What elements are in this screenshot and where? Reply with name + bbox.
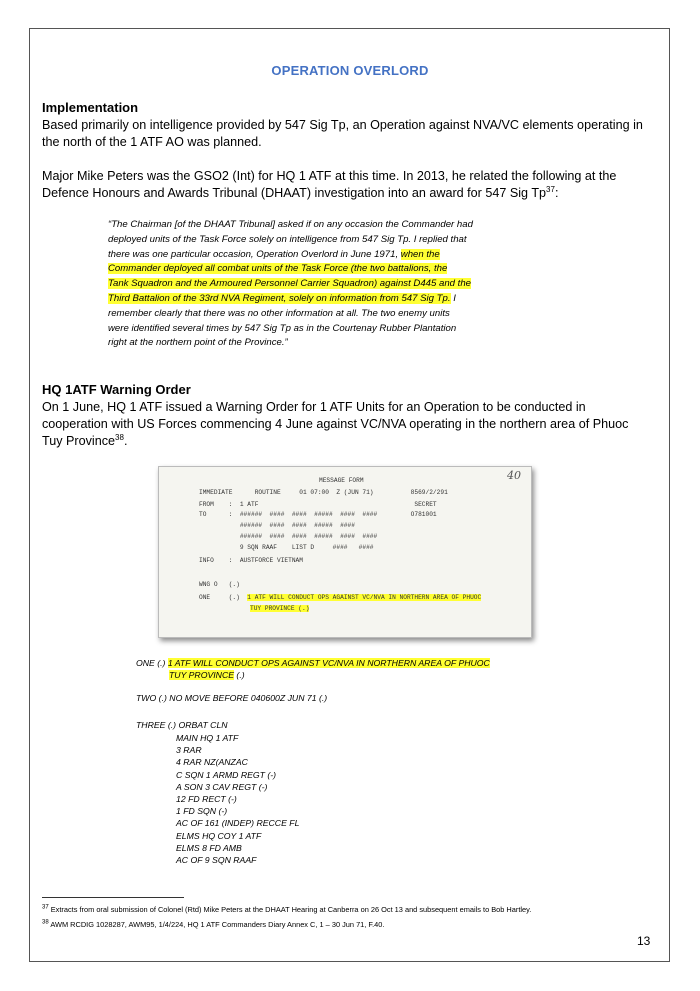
warning-order-paragraph [42, 399, 662, 450]
message-form-text: ONE (.) [199, 594, 248, 601]
message-form-highlight: TUY PROVINCE (.) [250, 605, 310, 612]
order-one-prefix: ONE (.) [136, 658, 168, 668]
footnote-37 [42, 905, 531, 914]
warning-line1: On 1 June, HQ 1 ATF issued a Warning Order for 1 ATF Units for an Operation to be conducted in [42, 400, 586, 414]
order-item-one [136, 657, 490, 681]
para2-line2-text: Defence Honours and Awards Tribunal (DHAAT) investigation into an award for 547 Sig Tp [42, 186, 547, 200]
para1-line2: the north of the 1 ATF AO was planned. [42, 135, 262, 149]
message-form-row: 9 SQN RAAF LIST D #### #### [199, 544, 374, 551]
quote-text: I [450, 292, 456, 304]
order-one-line2 [136, 669, 490, 681]
orbat-item: MAIN HQ 1 ATF [176, 733, 239, 743]
quote-line: right at the northern point of the Province.” [108, 337, 288, 349]
orbat-item: ELMS HQ COY 1 ATF [176, 830, 262, 841]
para2-line1: Major Mike Peters was the GSO2 (Int) for HQ 1 ATF at this time. In 2013, he related the following at the [42, 169, 617, 183]
handwritten-folio-number: 40 [507, 469, 521, 482]
footnote-ref-37[interactable]: 37 [546, 184, 555, 194]
quote-highlight: Tank Squadron and the Armoured Personnel Carrier Squadron) against D445 and the [108, 278, 472, 290]
quote-highlight: Third Battalion of the 33rd NVA Regiment, solely on information from 547 Sig Tp. [108, 292, 451, 304]
footnote-text: AWM RCDIG 1028287, AWM95, 1/4/224, HQ 1 ATF Commanders Diary Annex C, 1 – 30 Jun 71, F.40. [48, 920, 385, 929]
quote-line: deployed units of the Task Force solely on intelligence from 547 Sig Tp. I replied that [108, 233, 467, 245]
orbat-item: AC OF 161 (INDEP) RECCE FL [176, 818, 300, 829]
footnote-number: 38 [42, 919, 49, 926]
order-one-highlight: TUY PROVINCE [169, 670, 235, 681]
message-form-highlight: 1 ATF WILL CONDUCT OPS AGAINST VC/NVA IN NORTHERN AREA OF PHUOC [247, 594, 482, 601]
quote-line: remember clearly that there was no other information at all. The two enemy units [108, 307, 450, 319]
warning-end: . [123, 434, 128, 448]
quote-line: “The Chairman [of the DHAAT Tribunal] asked if on any occasion the Commander had [108, 219, 473, 230]
warning-order-heading: HQ 1ATF Warning Order [42, 382, 191, 397]
order-item-two: TWO (.) NO MOVE BEFORE 040600Z JUN 71 (.) [136, 693, 328, 703]
quote-line [108, 292, 508, 307]
orbat-item: 4 RAR NZ(ANZAC [176, 757, 248, 768]
order-one-highlight: 1 ATF WILL CONDUCT OPS AGAINST VC/NVA IN NORTHERN AREA OF PHUOC [167, 658, 490, 668]
footnote-separator [42, 897, 184, 898]
orbat-item: 12 FD RECT (-) [176, 794, 237, 805]
quote-line: were identified several times by 547 Sig Tp as in the Courtenay Rubber Plantation [108, 322, 457, 334]
warning-line3-text: Tuy Province [42, 434, 116, 448]
orbat-list [176, 732, 299, 866]
para2-line2 [42, 185, 662, 202]
quote-highlight: Commander deployed all combat units of the Task Force (the two battalions, the [108, 263, 448, 275]
footnote-text: Extracts from oral submission of Colonel (Rtd) Mike Peters at the DHAAT Hearing at Canberra on 26 Oct 13 and subsequent emails to Bob Hartley. [48, 905, 532, 914]
testimony-quote [108, 218, 508, 351]
quote-line [108, 248, 508, 263]
peters-paragraph [42, 168, 662, 202]
message-form-row [250, 605, 309, 612]
implementation-heading: Implementation [42, 100, 139, 115]
orbat-item: 1 FD SQN (-) [176, 806, 228, 817]
message-form-row: IMMEDIATE ROUTINE 01 07:00 Z (JUN 71) 8569/2/291 [199, 489, 448, 496]
message-form-row: ###### #### #### ##### #### [199, 522, 355, 529]
footnote-ref-38[interactable]: 38 [115, 432, 124, 442]
warning-line3 [42, 433, 662, 450]
para1-line1: Based primarily on intelligence provided by 547 Sig Tp, an Operation against NVA/VC elements operating in [42, 118, 643, 132]
orbat-item: A SON 3 CAV REGT (-) [176, 781, 268, 792]
orbat-item: AC OF 9 SQN RAAF [176, 855, 257, 866]
implementation-paragraph [42, 117, 662, 151]
message-form-row: TO : ###### #### #### ##### #### #### O781001 [199, 511, 437, 518]
message-form-image [158, 466, 532, 638]
order-item-three: THREE (.) ORBAT CLN [136, 720, 228, 730]
quote-line [108, 277, 508, 292]
order-one-end: (.) [234, 670, 245, 681]
message-form-row [199, 594, 481, 601]
message-form-header: MESSAGE FORM [319, 477, 364, 484]
page-title: OPERATION OVERLORD [271, 63, 429, 78]
footnote-38 [42, 920, 384, 929]
warning-line2: cooperation with US Forces commencing 4 June against VC/NVA operating in the northern area of Phuoc [42, 417, 629, 431]
orbat-item: ELMS 8 FD AMB [176, 842, 242, 853]
message-form-row: INFO : AUSTFORCE VIETNAM [199, 557, 303, 564]
message-form-row: FROM : 1 ATF SECRET [199, 501, 437, 508]
quote-text: there was one particular occasion, Operation Overlord in June 1971, [108, 248, 401, 260]
order-one-line1 [136, 657, 490, 669]
footnote-number: 37 [42, 904, 49, 911]
quote-highlight: when the [400, 248, 440, 260]
orbat-item: 3 RAR [176, 745, 202, 756]
page-number: 13 [637, 934, 651, 948]
quote-line [108, 262, 508, 277]
message-form-row: WNG O (.) [199, 581, 240, 588]
message-form-row: ###### #### #### ##### #### #### [199, 533, 378, 540]
para2-end: : [554, 186, 559, 200]
orbat-item: C SQN 1 ARMD REGT (-) [176, 769, 277, 780]
